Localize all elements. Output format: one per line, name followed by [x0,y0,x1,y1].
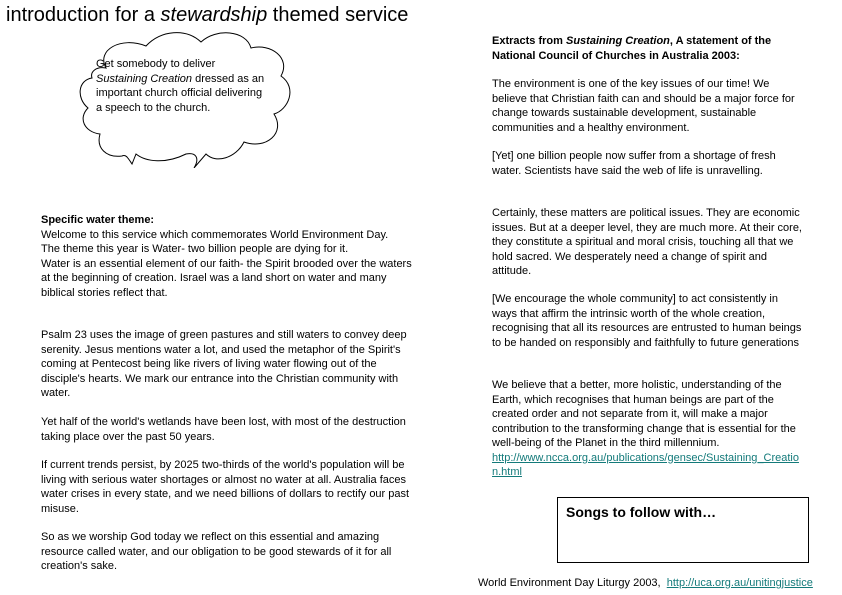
heading-text-end: , A statement of the National Council of Churches in Australia 2003: [492,35,772,62]
cloud-text-emphasis: Sustaining Creation [96,72,193,85]
right-paragraph: [We encourage the whole community] to act consistently in ways that affirm the intrinsic worth of the whole creation, recognising that all its resources are entrusted to human beings to be handed on responsibly and faithfully to future generations [492,293,802,349]
ncca-link[interactable]: http://www.ncca.org.au/publications/gensec/Sustaining_Creation.html [492,451,799,478]
right-paragraph-final [492,378,804,480]
right-paragraph: We believe that a better, more holistic, understanding of the Earth, which recognises that human beings are part of the created order and not separate from it, will make a major contribution to the transforming change that is essential for the well-being of the Planet in the third millennium. [492,379,796,449]
footer [478,577,813,589]
left-paragraph: So as we worship God today we reflect on this essential and amazing resource called water, and our obligation to be good stewards of it for all creation's sake. [41,531,392,572]
cloud-text [96,57,268,115]
left-paragraph: If current trends persist, by 2025 two-thirds of the world's population will be living with serious water shortages or almost no water at all. Australia faces water crises in every state, and we need billions of dollars to rectify our past misuse. [41,459,410,515]
left-paragraph: Yet half of the world's wetlands have been lost, with most of the destruction taking place over the past 50 years. [41,416,406,443]
title-text: introduction for a [6,4,161,26]
water-theme-heading: Specific water theme: [41,214,155,226]
left-paragraph: Water is an essential element of our faith- the Spirit brooded over the waters at the beginning of creation. Israel was a land short on water and many biblical stories reflect that. [41,257,412,299]
right-paragraph: The environment is one of the key issues of our time! We believe that Christian faith can and should be a major force for change towards sustainable development, sustainable communities and a healthy environment. [492,78,795,134]
left-paragraph: Psalm 23 uses the image of green pastures and still waters to convey deep serenity. Jesus mentions water a lot, and used the metaphor of the Spirit's coming at Pentecost being like rivers of living water flowing out of the disciple's hearts. We mark our entrance into the Christian community with water. [41,329,407,399]
cloud-text-rest: dressed as an important church official delivering a speech to the church. [96,72,265,114]
left-paragraph: The theme this year is Water- two billion people are dying for it. [41,243,349,255]
right-paragraph: [Yet] one billion people now suffer from a shortage of fresh water. Scientists have said the web of life is unravelling. [492,150,776,177]
songs-label: Songs to follow with… [566,504,717,520]
left-paragraph: Welcome to this service which commemorates World Environment Day. [41,228,389,241]
footer-link[interactable]: http://uca.org.au/unitingjustice [666,577,813,589]
extracts-heading [492,34,804,63]
right-paragraph: Certainly, these matters are political issues. They are economic issues. But at a deeper level, they are much more. At their core, they constitute a spiritual and moral crisis, touching all that we hold sacred. We desperately need a change of spirit and attitude. [492,207,802,277]
water-theme-intro [41,213,417,300]
heading-emphasis: Sustaining Creation [565,35,670,47]
cloud-text-start: Get somebody to deliver [96,58,216,70]
title-emphasis: stewardship [160,4,268,26]
songs-box [557,497,809,563]
heading-text: Extracts from [492,35,566,47]
footer-text: World Environment Day Liturgy 2003, [478,577,667,589]
title-text-end: themed service [267,4,409,26]
page-title [6,4,408,27]
